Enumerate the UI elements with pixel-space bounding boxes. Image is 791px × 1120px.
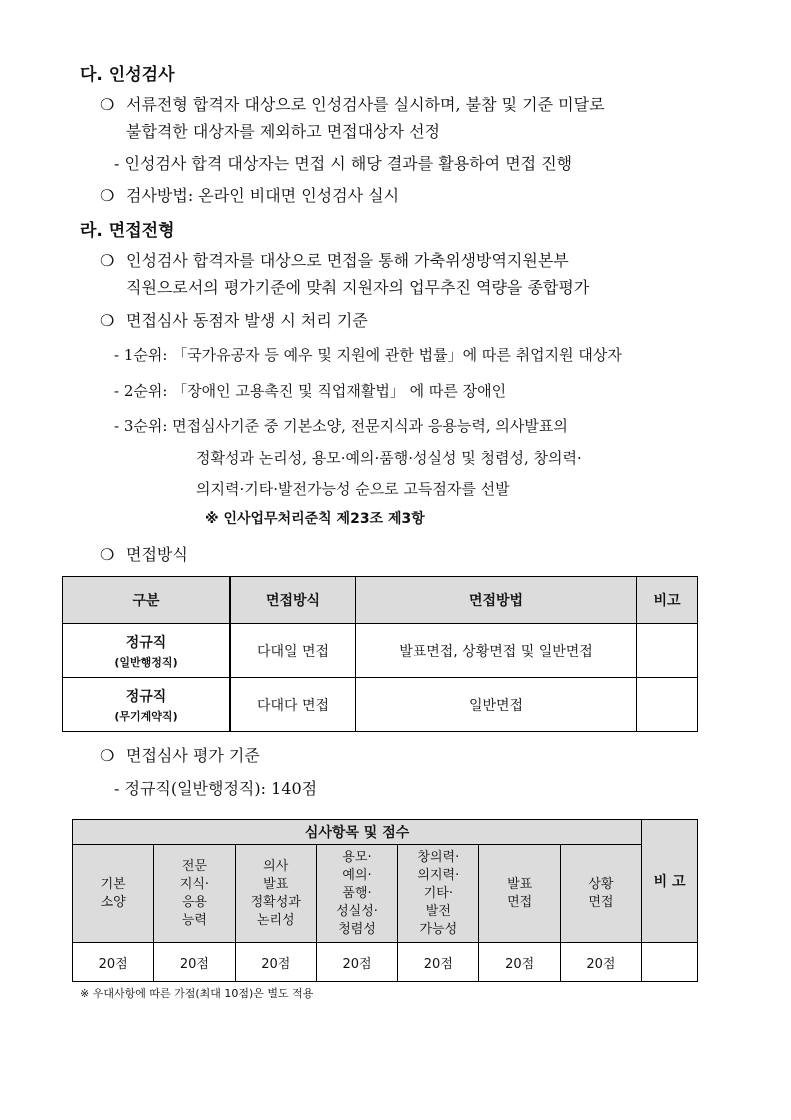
position-subtype: (일반행정직) <box>114 655 178 669</box>
remark-header: 비 고 <box>642 820 698 943</box>
evaluation-item-line: 면접 <box>507 894 533 910</box>
evaluation-item-line: 능력 <box>181 912 207 928</box>
table-row <box>63 678 698 732</box>
score-cell: 20점 <box>235 943 316 982</box>
rule-reference-note: ※ 인사업무처리준칙 제23조 제3항 <box>205 511 425 527</box>
evaluation-item-line: 발표 <box>507 876 533 892</box>
evaluation-item-line: 창의력· <box>417 849 460 865</box>
position-subtype: (무기계약직) <box>114 709 178 723</box>
circle-bullet-icon: ❍ <box>100 311 115 330</box>
rank-3: - 3순위: 면접심사기준 중 기본소양, 전문지식과 응용능력, 의사발표의 <box>114 417 568 435</box>
evaluation-item-line: 발표 <box>263 876 289 892</box>
evaluation-item-line: 응용 <box>181 894 207 910</box>
rank-1: - 1순위: 「국가유공자 등 예우 및 지원에 관한 법률」에 따른 취업지원 대상자 <box>114 346 622 364</box>
table-row <box>63 624 698 678</box>
evaluation-item-line: 의지력· <box>417 867 460 883</box>
rank-3-continued: 의지력·기타·발전가능성 순으로 고득점자를 선발 <box>196 480 510 498</box>
evaluation-item-line: 면접 <box>588 894 614 910</box>
evaluation-item-header <box>154 845 235 943</box>
column-header: 면접방법 <box>356 577 637 624</box>
evaluation-item-line: 청렴성 <box>338 921 376 937</box>
bullet-text: 검사방법: 온라인 비대면 인성검사 실시 <box>126 186 400 205</box>
section-title-personality-test: 다. 인성검사 <box>80 65 175 85</box>
evaluation-item-line: 기타· <box>423 885 453 901</box>
interview-method-table <box>62 576 698 732</box>
bullet-item <box>100 183 399 206</box>
rank-3-continued: 정확성과 논리성, 용모·예의·품행·성실성 및 청렴성, 창의력· <box>196 449 582 467</box>
table-header-row <box>63 577 698 624</box>
evaluation-item-line: 소양 <box>100 894 126 910</box>
table-cell <box>63 678 231 732</box>
evaluation-item-line: 예의· <box>342 867 372 883</box>
bullet-text-continued: 직원으로서의 평가기준에 맞춰 지원자의 업무추진 역량을 종합평가 <box>126 278 590 297</box>
table-cell <box>63 624 231 678</box>
score-cell: 20점 <box>398 943 479 982</box>
evaluation-score-table <box>72 819 698 982</box>
column-header: 면접방식 <box>230 577 356 624</box>
table-cell <box>637 678 698 732</box>
evaluation-item-line: 정확성과 <box>250 894 301 910</box>
column-header: 구분 <box>63 577 231 624</box>
remark-cell <box>642 943 698 982</box>
table-cell: 다대다 면접 <box>230 678 356 732</box>
score-cell: 20점 <box>560 943 641 982</box>
bullet-text: 서류전형 합격자 대상으로 인성검사를 실시하며, 불참 및 기준 미달로 <box>126 95 605 114</box>
evaluation-item-line: 논리성 <box>256 912 295 928</box>
bullet-item <box>100 308 368 331</box>
bullet-text: 면접심사 동점자 발생 시 처리 기준 <box>126 311 368 330</box>
evaluation-item-line: 전문 <box>181 858 207 874</box>
score-cell: 20점 <box>154 943 235 982</box>
evaluation-item-line: 의사 <box>263 858 289 874</box>
score-cell: 20점 <box>316 943 397 982</box>
bonus-points-note: ※ 우대사항에 따른 가점(최대 10점)은 별도 적용 <box>80 987 314 1000</box>
table-header-row <box>73 820 698 845</box>
evaluation-item-line: 성실성· <box>336 903 378 919</box>
evaluation-items-row <box>73 845 698 943</box>
bullet-item <box>100 248 569 271</box>
position-type: 정규직 <box>125 634 167 651</box>
evaluation-item-header <box>235 845 316 943</box>
score-cell: 20점 <box>479 943 560 982</box>
rank-2: - 2순위: 「장애인 고용촉진 및 직업재활법」 에 따른 장애인 <box>114 382 507 400</box>
bullet-text-continued: 불합격한 대상자를 제외하고 면접대상자 선정 <box>126 122 441 141</box>
bullet-item <box>100 542 188 565</box>
evaluation-item-header <box>479 845 560 943</box>
table-cell: 발표면접, 상황면접 및 일반면접 <box>356 624 637 678</box>
table-cell: 다대일 면접 <box>230 624 356 678</box>
bullet-text: 면접방식 <box>126 545 188 564</box>
circle-bullet-icon: ❍ <box>100 746 115 765</box>
score-cell: 20점 <box>73 943 154 982</box>
evaluation-item-header <box>73 845 154 943</box>
evaluation-item-header <box>398 845 479 943</box>
evaluation-item-line: 가능성 <box>419 921 458 937</box>
bullet-text: 면접심사 평가 기준 <box>126 746 260 765</box>
table-row <box>73 943 698 982</box>
evaluation-item-line: 품행· <box>342 885 372 901</box>
column-header: 비고 <box>637 577 698 624</box>
dash-item: - 인성검사 합격 대상자는 면접 시 해당 결과를 활용하여 면접 진행 <box>114 154 573 173</box>
evaluation-item-line: 상황 <box>588 876 614 892</box>
position-type: 정규직 <box>125 688 167 705</box>
circle-bullet-icon: ❍ <box>100 95 115 114</box>
evaluation-item-line: 발전 <box>425 903 451 919</box>
evaluation-item-header <box>316 845 397 943</box>
circle-bullet-icon: ❍ <box>100 545 115 564</box>
bullet-item <box>100 743 260 766</box>
bullet-text: 인성검사 합격자를 대상으로 면접을 통해 가축위생방역지원본부 <box>126 251 569 270</box>
table-cell: 일반면접 <box>356 678 637 732</box>
evaluation-item-line: 지식· <box>179 876 210 892</box>
section-title-interview: 라. 면접전형 <box>80 221 175 241</box>
circle-bullet-icon: ❍ <box>100 251 115 270</box>
evaluation-item-header <box>560 845 641 943</box>
dash-item: - 정규직(일반행정직): 140점 <box>114 779 318 798</box>
score-table-title: 심사항목 및 점수 <box>73 820 642 845</box>
bullet-item <box>100 92 605 115</box>
evaluation-item-line: 기본 <box>100 876 126 892</box>
circle-bullet-icon: ❍ <box>100 186 115 205</box>
evaluation-item-line: 용모· <box>342 849 372 865</box>
table-cell <box>637 624 698 678</box>
